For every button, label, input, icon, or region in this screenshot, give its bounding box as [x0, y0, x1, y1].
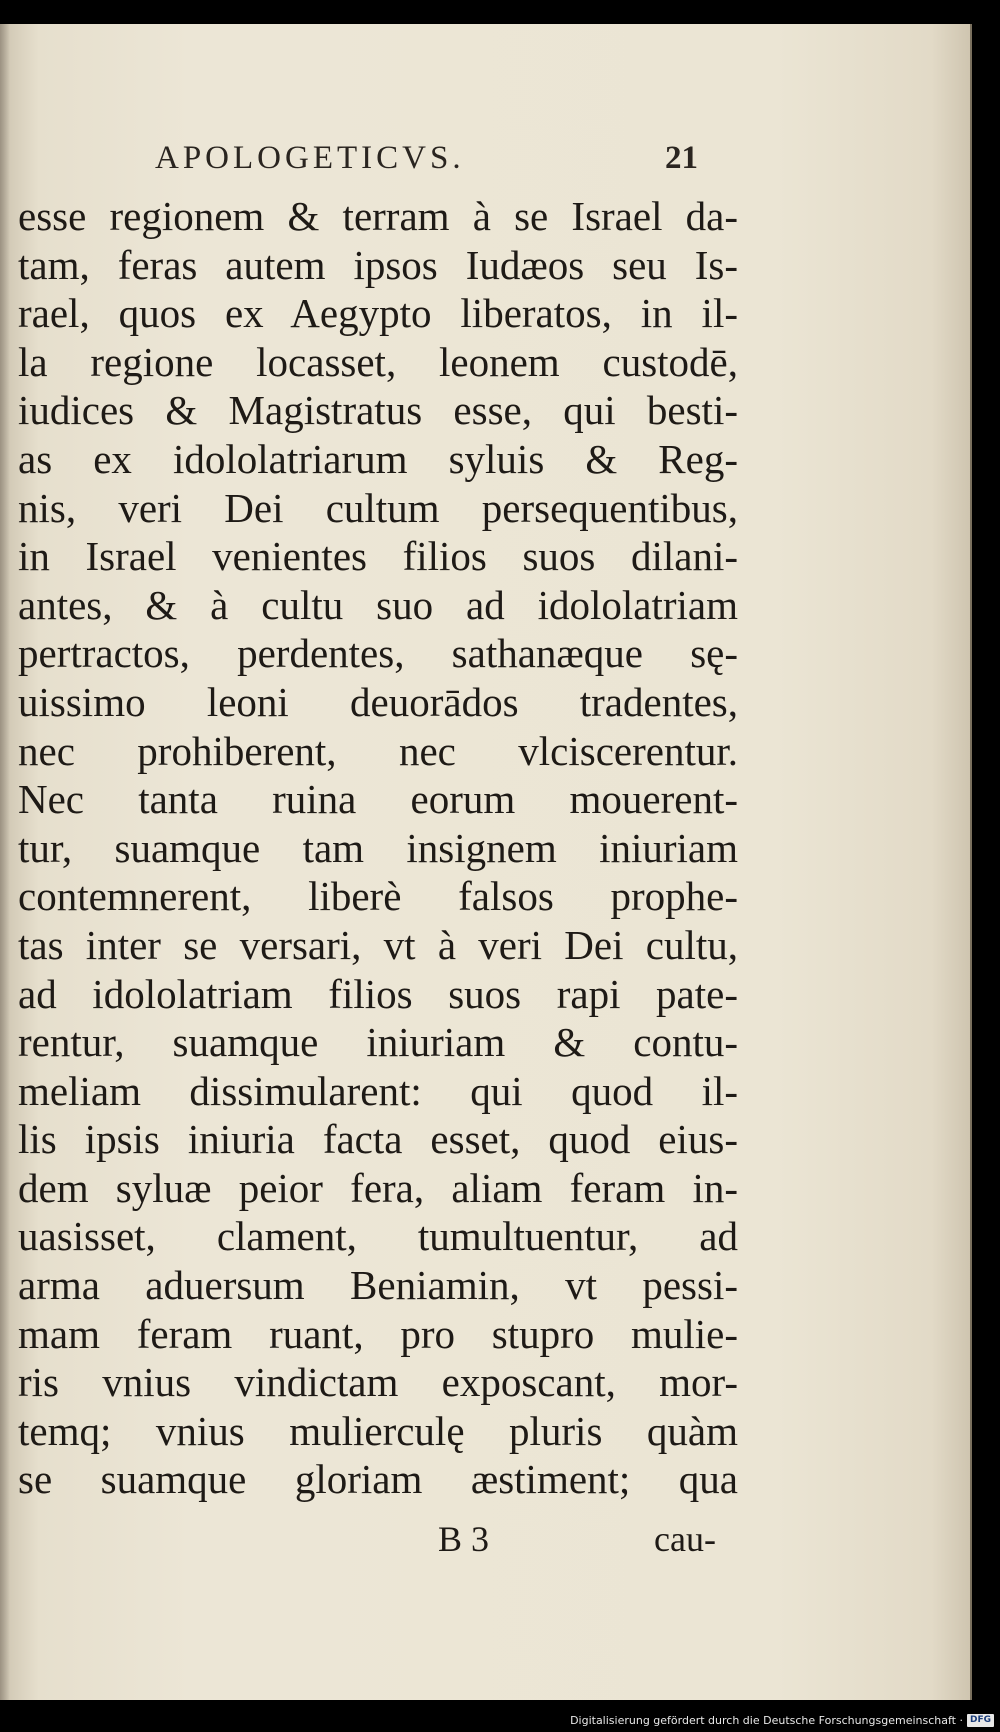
text-line: uasisset, clament, tumultuentur, ad — [18, 1213, 738, 1260]
text-line: tam, feras autem ipsos Iudæos seu Is- — [18, 241, 738, 288]
text-line: nec prohiberent, nec vlciscerentur. — [18, 727, 738, 774]
text-line: mam feram ruant, pro stupro mulie- — [18, 1310, 738, 1357]
signature-mark: B 3 — [438, 1519, 490, 1559]
text-line: meliam dissimularent: qui quod il- — [18, 1067, 738, 1114]
text-line: ad idololatriam filios suos rapi pate- — [18, 970, 738, 1017]
text-line: iudices & Magistratus esse, qui besti- — [18, 387, 738, 434]
dfg-logo-icon: DFG — [967, 1714, 994, 1727]
funding-notice: Digitalisierung gefördert durch die Deutsche Forschungsgemeinschaft · — [570, 1713, 963, 1727]
text-line: tas inter se versari, vt à veri Dei cultu, — [18, 921, 738, 968]
text-line: rael, quos ex Aegypto liberatos, in il- — [18, 290, 738, 337]
body-text — [18, 192, 738, 1504]
page-number: 21 — [665, 140, 698, 176]
running-title: APOLOGETICVS. — [155, 140, 465, 176]
text-line: dem syluæ peior fera, aliam feram in- — [18, 1164, 738, 1211]
running-head — [0, 140, 972, 190]
catchword: cau- — [654, 1519, 716, 1559]
text-line: Nec tanta ruina eorum mouerent- — [18, 776, 738, 823]
text-line: as ex idololatriarum syluis & Reg- — [18, 435, 738, 482]
text-line: contemnerent, liberè falsos prophe- — [18, 873, 738, 920]
text-line: nis, veri Dei cultum persequentibus, — [18, 484, 738, 531]
text-line: la regione locasset, leonem custodē, — [18, 338, 738, 385]
text-line: rentur, suamque iniuriam & contu- — [18, 1019, 738, 1066]
text-line: se suamque gloriam æstiment; qua — [18, 1456, 738, 1503]
text-line: ris vnius vindictam exposcant, mor- — [18, 1359, 738, 1406]
text-line: uissimo leoni deuorādos tradentes, — [18, 678, 738, 725]
text-line: lis ipsis iniuria facta esset, quod eius- — [18, 1116, 738, 1163]
book-page — [0, 24, 972, 1700]
text-line: tur, suamque tam insignem iniuriam — [18, 824, 738, 871]
funding-footer — [570, 1712, 994, 1728]
text-line: pertractos, perdentes, sathanæque sę- — [18, 630, 738, 677]
text-line: esse regionem & terram à se Israel da- — [18, 193, 738, 239]
text-line: in Israel venientes filios suos dilani- — [18, 533, 738, 580]
text-line: arma aduersum Beniamin, vt pessi- — [18, 1262, 738, 1309]
text-line: antes, & à cultu suo ad idololatriam — [18, 581, 738, 628]
text-line: temq; vnius mulierculę pluris quàm — [18, 1407, 738, 1454]
